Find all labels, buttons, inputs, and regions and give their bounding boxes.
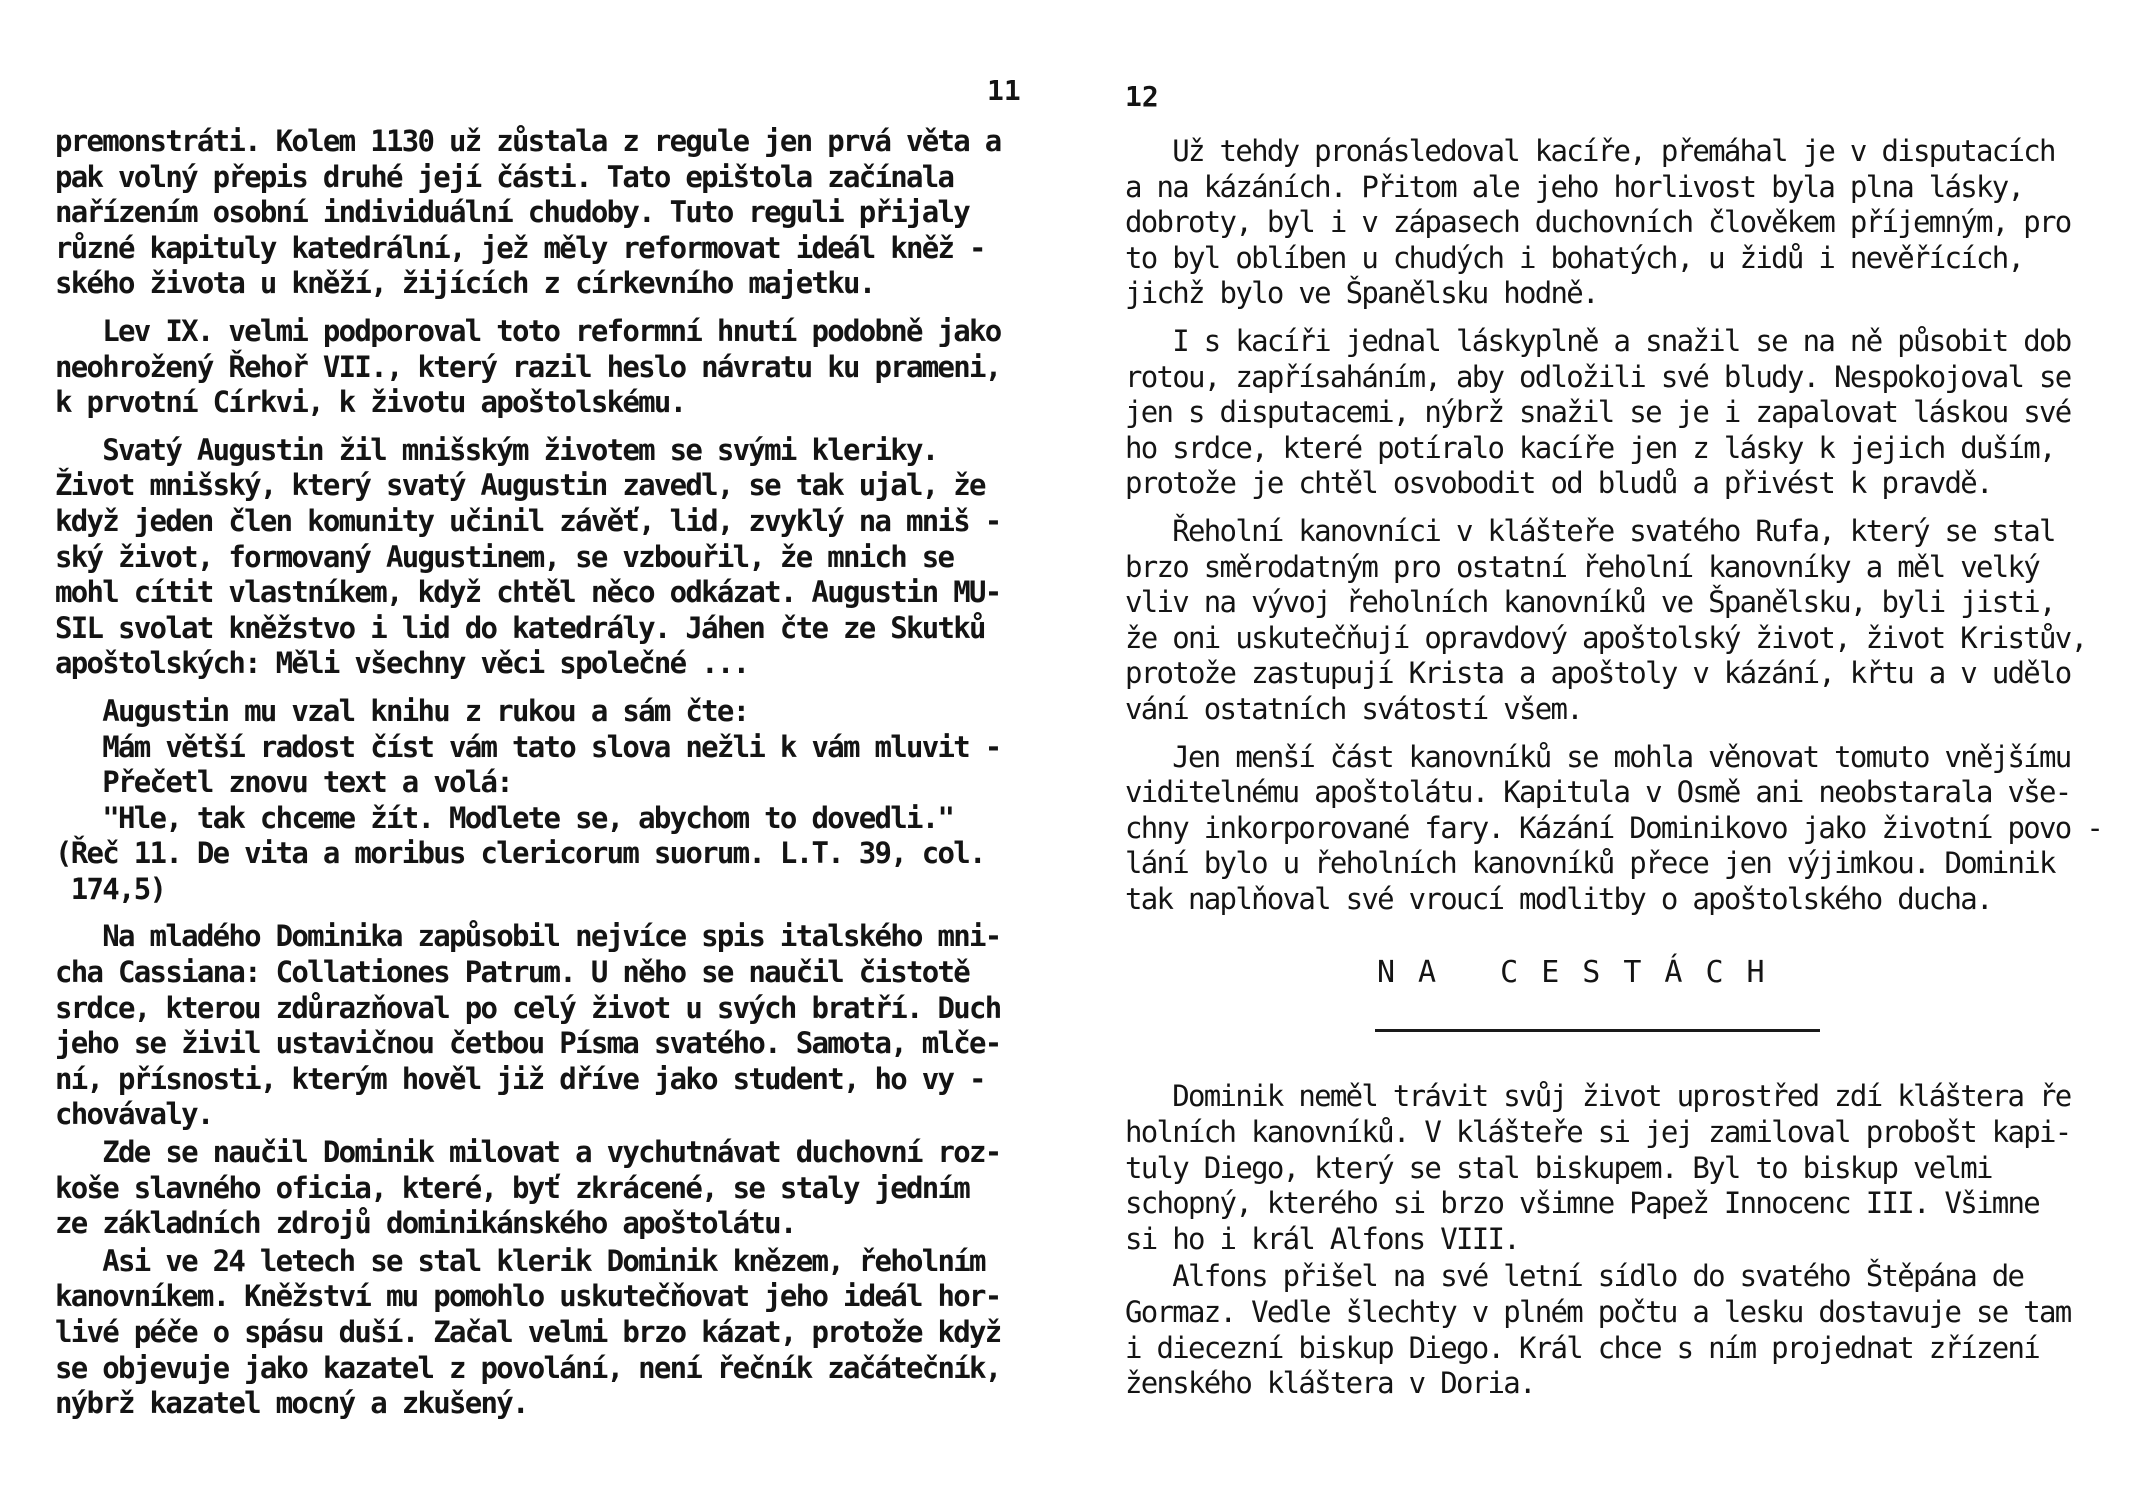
paragraph: Dominik neměl trávit svůj život uprostřed zdí kláštera ře holních kanovníků. V klášteře si jej zamiloval probošt kapi- tuly Diego, který se stal biskupem. Byl to biskup velmi schopný, kterého si brzo všimne Papež Innocenc III. Všimne si ho i král Alfons VIII.	[1125, 1079, 2071, 1256]
page-number: 12	[1125, 80, 1159, 113]
paragraph: Svatý Augustin žil mnišským životem se svými kleriky. Život mnišský, který svatý Augustin zavedl, se tak ujal, že když jeden člen komunity učinil závěť, lid, zvyklý na mniš - ský život, formovaný Augustinem, se vzbouřil, že mnich se mohl cítit vlastníkem, když chtěl něco odkázat. Augustin MU- SIL svolat kněžstvo i lid do katedrály. Jáhen čte ze Skutků apoštolských: Měli všechny věci společné ...	[55, 432, 1001, 681]
paragraph: Už tehdy pronásledoval kacíře, přemáhal je v disputacích a na kázáních. Přitom ale jeho horlivost byla plna lásky, dobroty, byl i v zápasech duchovních člověkem příjemným, pro to byl oblíben u chudých i bohatých, u židů i nevěřících, jichž bylo ve Španělsku hodně.	[1125, 134, 2071, 311]
section-heading-block	[1125, 929, 2085, 1079]
page-number: 11	[987, 74, 1021, 107]
paragraph: premonstráti. Kolem 1130 už zůstala z regule jen prvá věta a pak volný přepis druhé její části. Tato epištola začínala nařízením osobní individuální chudoby. Tuto reguli přijaly různé kapituly katedrální, jež měly reformovat ideál kněž - ského života u kněží, žijících z církevního majetku.	[55, 124, 1001, 301]
left-page-text	[55, 124, 1040, 1434]
right-page	[1125, 0, 2103, 1500]
paragraph: Řeholní kanovníci v klášteře svatého Rufa, který se stal brzo směrodatným pro ostatní řeholní kanovníky a měl velký vliv na vývoj řeholních kanovníků ve Španělsku, byli jisti, že oni uskutečňují opravdový apoštolský život, život Kristův, protože zastupují Krista a apoštoly v kázání, křtu a v udělo vání ostatních svátostí všem.	[1125, 513, 2087, 726]
paragraph: Na mladého Dominika zapůsobil nejvíce spis italského mni- cha Cassiana: Collationes Patrum. U něho se naučil čistotě srdce, kterou zdůrazňoval po celý život u svých bratří. Duch jeho se živil ustavičnou četbou Písma svatého. Samota, mlče- ní, přísnosti, kterým hověl již dříve jako student, ho vy - chovávaly.	[55, 919, 1001, 1132]
paragraph: Asi ve 24 letech se stal klerik Dominik knězem, řeholním kanovníkem. Kněžství mu pomohlo uskutečňovat jeho ideál hor- livé péče o spásu duší. Začal velmi brzo kázat, protože když se objevuje jako kazatel z povolání, není řečník začátečník, nýbrž kazatel mocný a zkušený.	[55, 1243, 1001, 1421]
paragraph: Alfons přišel na své letní sídlo do svatého Štěpána de Gormaz. Vedle šlechty v plném počtu a lesku dostavuje se tam i diecezní biskup Diego. Král chce s ním projednat zřízení ženského kláštera v Doria.	[1125, 1259, 2071, 1401]
paragraph: Lev IX. velmi podporoval toto reformní hnutí podobně jako neohrožený Řehoř VII., který razil heslo návratu ku prameni, k prvotní Církvi, k životu apoštolskému.	[55, 313, 1001, 420]
left-page	[55, 0, 1040, 1500]
paragraph: Jen menší část kanovníků se mohla věnovat tomuto vnějšímu viditelnému apoštolátu. Kapitula v Osmě ani neobstarala vše- chny inkorporované fary. Kázání Dominikovo jako životní povo - lání bylo u řeholních kanovníků přece jen výjimkou. Dominik tak naplňoval své vroucí modlitby o apoštolského ducha.	[1125, 739, 2103, 916]
paragraph: Zde se naučil Dominik milovat a vychutnávat duchovní roz- koše slavného oficia, které, byť zkrácené, se staly jedním ze základních zdrojů dominikánského apoštolátu.	[55, 1135, 1001, 1241]
section-heading: NA CESTÁCH	[1377, 955, 1788, 991]
quote-block: Augustin mu vzal knihu z rukou a sám čte: Mám větší radost číst vám tato slova nežli k vám mluvit - Přečetl znovu text a volá: "Hle, tak chceme žít. Modlete se, abychom to dovedli." (Řeč 11. De vita a moribus clericorum suorum. L.T. 39, col. 174,5)	[55, 693, 1001, 906]
heading-underline	[1375, 1029, 1820, 1032]
right-page-text	[1125, 134, 2103, 1414]
paragraph: I s kacíři jednal láskyplně a snažil se na ně působit dob rotou, zapřísaháním, aby odložili své bludy. Nespokojoval se jen s disputacemi, nýbrž snažil se je i zapalovat láskou své ho srdce, které potíralo kacíře jen z lásky k jejich duším, protože je chtěl osvobodit od bludů a přivést k pravdě.	[1125, 323, 2071, 501]
